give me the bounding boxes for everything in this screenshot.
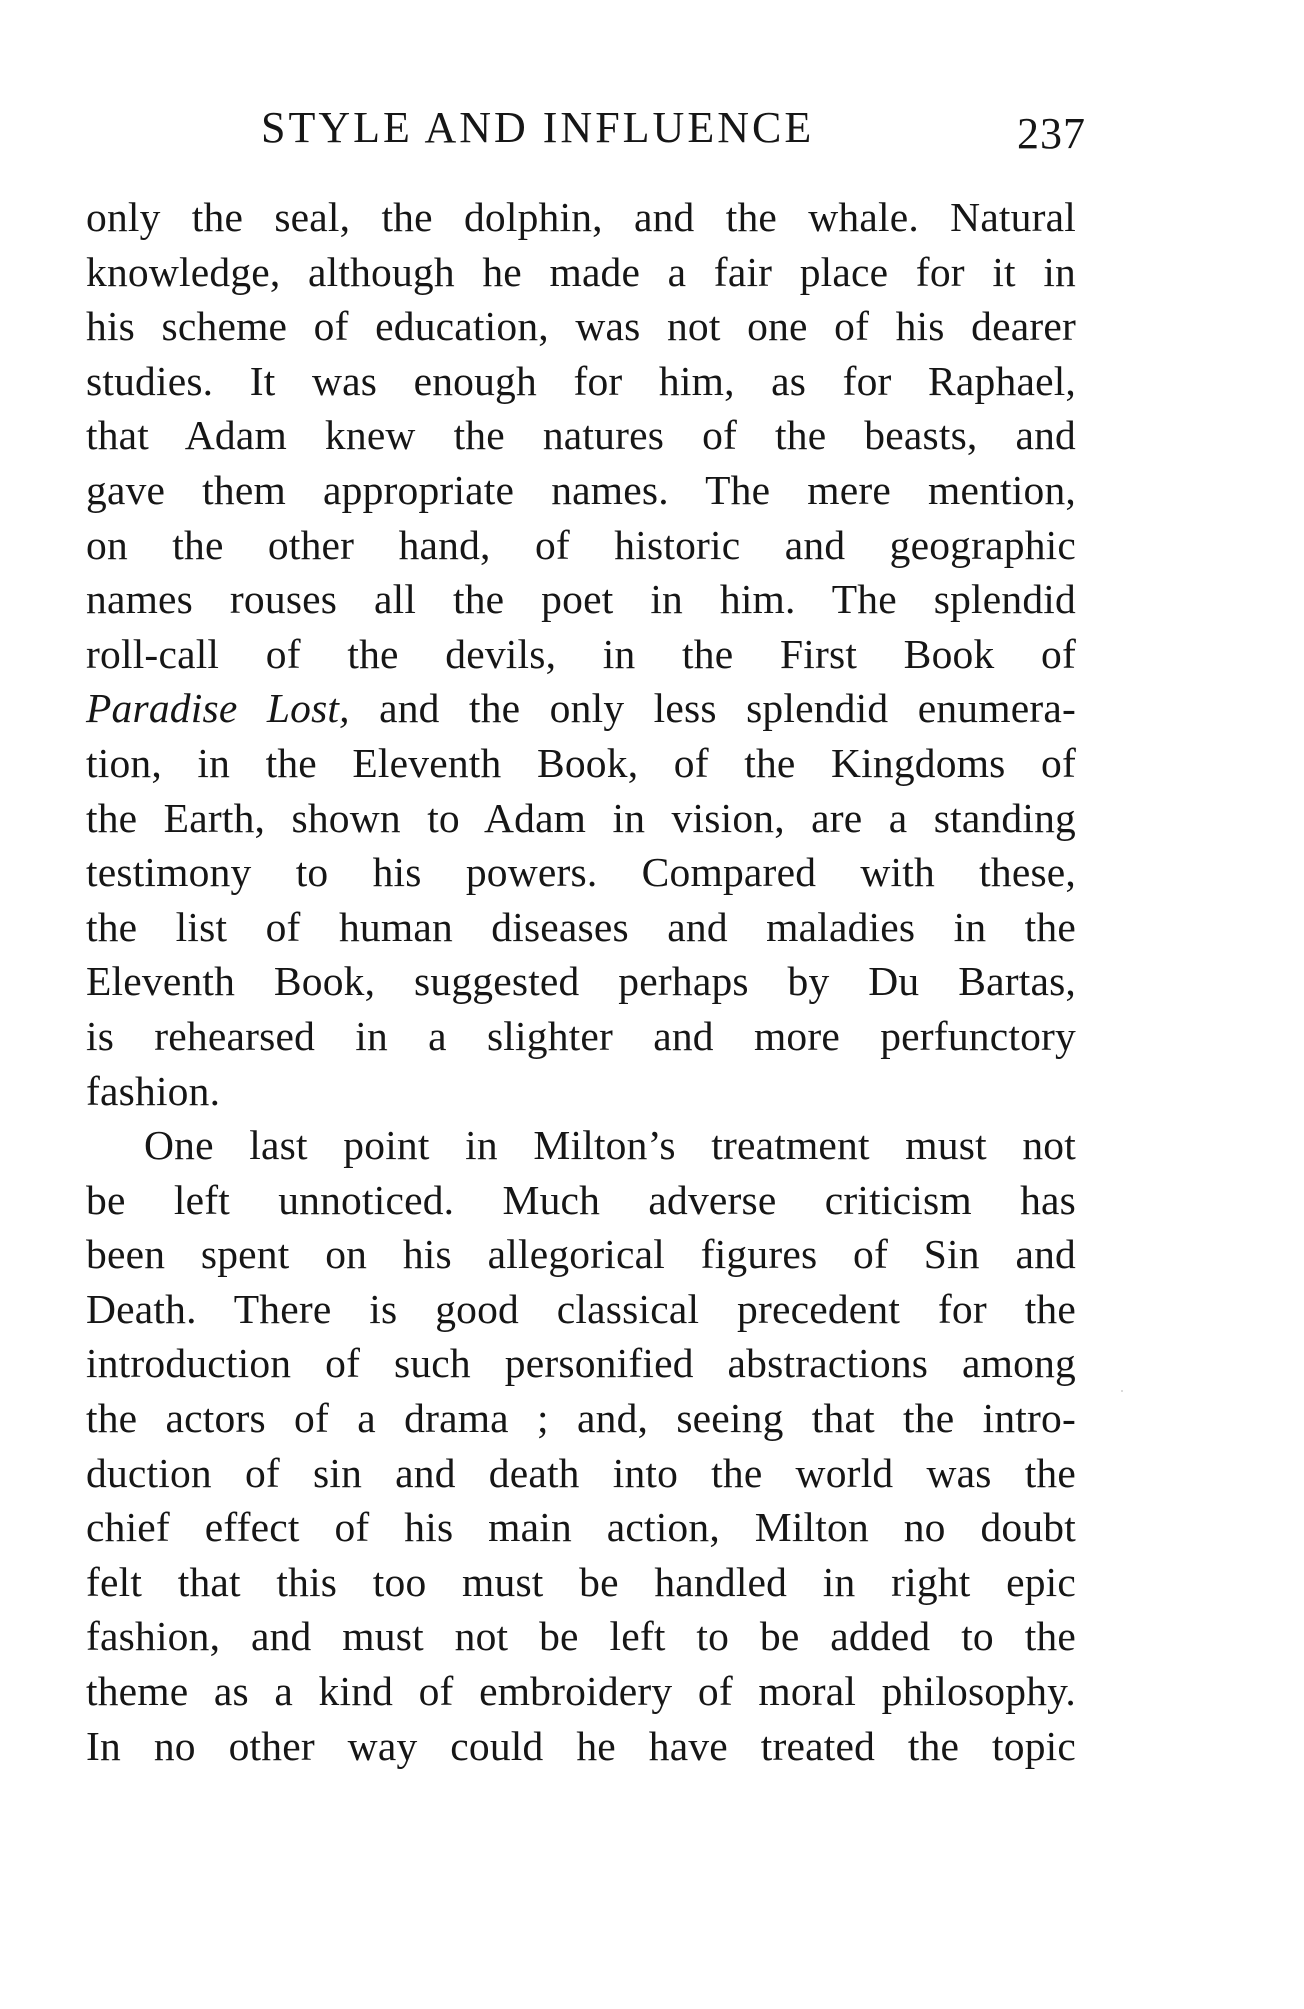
text-line: be left unnoticed. Much adverse criticism has: [86, 1176, 1076, 1223]
text-line: chief effect of his main action, Milton no doubt: [86, 1504, 1076, 1551]
text-line-rest: and the only less splendid enumera-: [349, 685, 1076, 732]
text-line: introduction of such personified abstractions among: [86, 1340, 1076, 1387]
text-line: tion, in the Eleventh Book, of the Kingdoms of: [86, 739, 1076, 786]
text-line: duction of sin and death into the world was the: [86, 1449, 1076, 1496]
text-line: Eleventh Book, suggested perhaps by Du Bartas,: [86, 958, 1076, 1005]
text-line: the Earth, shown to Adam in vision, are a standing: [86, 794, 1076, 841]
text-line-with-title: [86, 681, 1076, 736]
text-line: his scheme of education, was not one of his dearer: [86, 303, 1076, 350]
text-line: knowledge, although he made a fair place for it in: [86, 248, 1076, 295]
paragraph-start-line: One last point in Milton’s treatment must not: [144, 1122, 1076, 1169]
book-title-italic: Paradise Lost,: [86, 685, 350, 732]
text-line: In no other way could he have treated the topic: [86, 1722, 1076, 1769]
text-line: the list of human diseases and maladies in the: [86, 903, 1076, 950]
text-line: gave them appropriate names. The mere mention,: [86, 466, 1076, 513]
text-line: only the seal, the dolphin, and the whale. Natural: [86, 194, 1076, 240]
text-line: fashion, and must not be left to be added to the: [86, 1613, 1076, 1660]
running-head: [86, 98, 1086, 158]
text-line: Death. There is good classical precedent for the: [86, 1285, 1076, 1332]
text-line: on the other hand, of historic and geographic: [86, 521, 1076, 568]
text-line: roll-call of the devils, in the First Book of: [86, 630, 1076, 677]
text-line: that Adam knew the natures of the beasts, and: [86, 412, 1076, 459]
body-text: [86, 190, 1076, 1773]
text-line: felt that this too must be handled in right epic: [86, 1558, 1076, 1605]
page-number: 237: [1017, 109, 1086, 158]
text-line: names rouses all the poet in him. The splendid: [86, 576, 1076, 623]
paper-speck: [1121, 1390, 1123, 1392]
text-line: studies. It was enough for him, as for Raphael,: [86, 357, 1076, 404]
text-line: been spent on his allegorical figures of Sin and: [86, 1231, 1076, 1278]
text-line: is rehearsed in a slighter and more perfunctory: [86, 1012, 1076, 1059]
text-line: the actors of a drama ; and, seeing that the intro-: [86, 1395, 1076, 1442]
paragraph-end-line: fashion.: [86, 1067, 221, 1114]
text-line: theme as a kind of embroidery of moral philosophy.: [86, 1668, 1076, 1715]
text-line: testimony to his powers. Compared with these,: [86, 849, 1076, 896]
running-title: STYLE AND INFLUENCE: [261, 103, 815, 152]
